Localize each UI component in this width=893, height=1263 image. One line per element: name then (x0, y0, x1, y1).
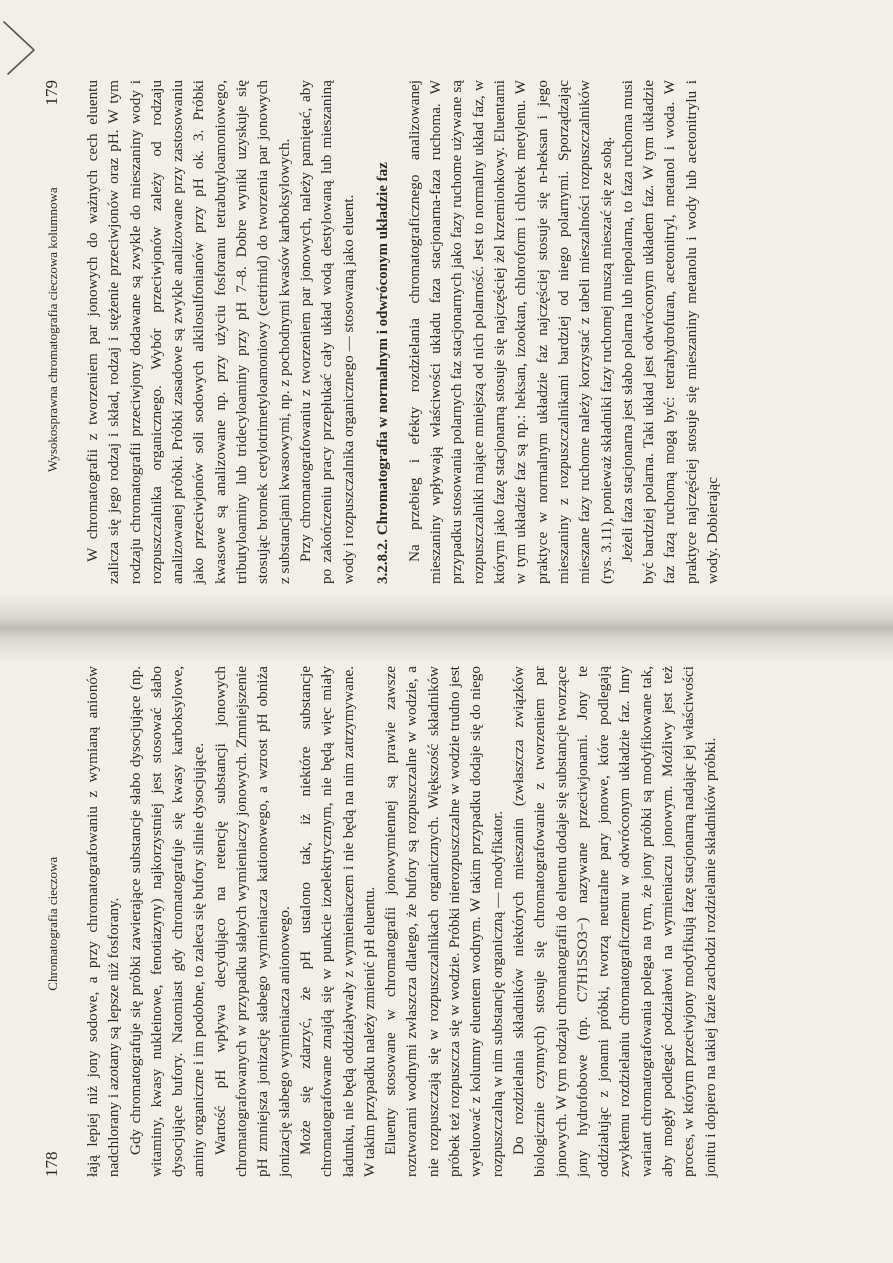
left-paragraph-6: Do rozdzielania składników niektórych mieszanin (zwłaszcza związków biologicznie czynnych) stosuje się chromatografowanie z tworzeniem par jonowych. W tym rodzaju chromatografii do eluentu dodaje się substancje tworzące jony hydrofobowe (np. C7H15SO3−) nazywane przeciwjonami. Jony te oddziałując z jonami próbki, tworzą neutralne pary jonowe, które podlegają zwykłemu rozdzielaniu chromatograficznemu w odwróconym układzie faz. Inny wariant chromatografowania polega na tym, że jony próbki są modyfikowane tak, aby mogły podlegać podziałowi na wymieniaczu jonowym. Możliwy jest też proces, w którym przeciwjony modyfikują fazę stacjonarną nadając jej właściwości jonitu i dopiero na takiej fazie zachodzi rozdzielanie składników próbki. (509, 666, 719, 1177)
left-page (0, 638, 893, 1263)
right-paragraph-3: Na przebieg i efekty rozdzielania chromatograficznego analizowanej mieszaniny wpływają właściwości układu faza stacjonarna-faza ruchoma. W przypadku stosowania polarnych faz stacjonarnych jako fazy ruchome używane są rozpuszczalniki mające mniejszą od nich polarność. Jest to normalny układ faz, w którym jako fazę stacjonarną stosuje się najczęściej żel krzemionkowy. Eluentami w tym układzie faz są np.: heksan, izooktan, chloroform i chlorek metylenu. W praktyce w normalnym układzie faz najczęściej stosuje się n-heksan i jego mieszaniny z rozpuszczalnikami bardziej od niego polarnymi. Sporządzając mieszane fazy ruchome należy korzystać z tabeli mieszalności rozpuszczalników (rys. 3.11), ponieważ składniki fazy ruchomej muszą mieszać się ze sobą. (405, 80, 615, 584)
left-paragraph-2: Gdy chromatografuje się próbki zawierające substancje słabo dysocjujące (np. witaminy, kwasy nukleinowe, fenotiazyny) najkorzystniej jest stosować słabo dysocjujące bufory. Natomiast gdy chromatografuje się kwasy karboksylowe, aminy organiczne i im podobne, to zaleca się bufory silnie dysocjujące. (126, 666, 208, 1177)
left-running-head: Chromatografia cieczowa (45, 856, 60, 991)
right-page-number: 179 (42, 80, 61, 106)
left-paragraph-3: Wartość pH wpływa decydująco na retencję substancji jonowych chromatografowanych w przypadku słabych wymieniaczy jonowych. Zmniejszenie pH zmniejsza jonizację słabego wymieniacza kationowego, a wzrost pH obniża jonizację słabego wymieniacza anionowego. (211, 666, 293, 1177)
right-page (0, 0, 893, 618)
right-running-head: Wysokosprawna chromatografia cieczowa kolumnowa (45, 187, 60, 473)
left-paragraph-1: łają lepiej niż jony sodowe, a przy chromatografowaniu z wymianą anionów nadchlorany i azotany są lepsze niż fosforany. (84, 666, 123, 1177)
right-paragraph-1: W chromatografii z tworzeniem par jonowych do ważnych cech eluentu zalicza się jego rodzaj i skład, rodzaj i stężenie przeciwjonów oraz pH. W tym rodzaju chromatografii przeciwjony dodawane są zwykle do mieszaniny wody i rozpuszczalnika organicznego. Wybór przeciwjonów zależy od rodzaju analizowanej próbki. Próbki zasadowe są zwykle analizowane przy zastosowaniu jako przeciwjonów soli sodowych alkilosulfonianów przy pH ok. 3. Próbki kwasowe są analizowane np. przy użyciu fosforanu tetrabutyloamoniowego, tributyloaminy lub tridecyloaminy przy pH 7–8. Dobre wyniki uzyskuje się stosując bromek cetylotrimetyloamoniowy (cetrimid) do tworzenia par jonowych z substancjami kwasowymi, np. z pochodnymi kwasów karboksylowych. (84, 80, 293, 584)
right-paragraph-2: Przy chromatografowaniu z tworzeniem par jonowych, należy pamiętać, aby po zakończeniu pracy przepłukać cały układ wodą destylowaną lub mieszaniną wody i rozpuszczalnika organicznego — stosowaną jako eluent. (296, 80, 357, 584)
handwritten-check-mark (0, 18, 40, 78)
left-paragraph-5: Eluenty stosowane w chromatografii jonowymiennej są prawie zawsze roztworami wodnymi zwłaszcza dlatego, że bufory są rozpuszczalne w wodzie, a nie rozpuszczają się w rozpuszczalnikach organicznych. Większość składników próbek też rozpuszcza się w wodzie. Próbki nierozpuszczalne w wodzie trudno jest wyeluować z kolumny eluentem wodnym. W takim przypadku dodaje się do niego rozpuszczalną w nim substancję organiczną — modyfikator. (382, 666, 506, 1177)
left-page-number: 178 (42, 1151, 61, 1177)
section-title: 3.2.8.2. Chromatografia w normalnym i odwróconym układzie faz (374, 162, 391, 584)
left-paragraph-4: Może się zdarzyć, że pH ustalono tak, iż niektóre substancje chromatografowane znajdą się w punkcie izoelektrycznym, nie będą więc miały ładunku, nie będą oddziaływały z wymieniaczem i nie będą na nim zatrzymywane. W takim przypadku należy zmienić pH eluentu. (296, 666, 378, 1177)
left-page-header (42, 666, 62, 1177)
right-paragraph-4: Jeżeli faza stacjonarna jest słabo polarna lub niepolarna, to faza ruchoma musi być bardziej polarna. Taki układ jest odwróconym układem faz. W tym układzie faz fazą ruchomą mogą być: tetrahydrofuran, acetonitryl, metanol i woda. W praktyce najczęściej stosuje się mieszaniny metanolu i wody lub acetonitrylu i wody. Dobierając (618, 80, 722, 584)
right-page-header (42, 80, 62, 584)
